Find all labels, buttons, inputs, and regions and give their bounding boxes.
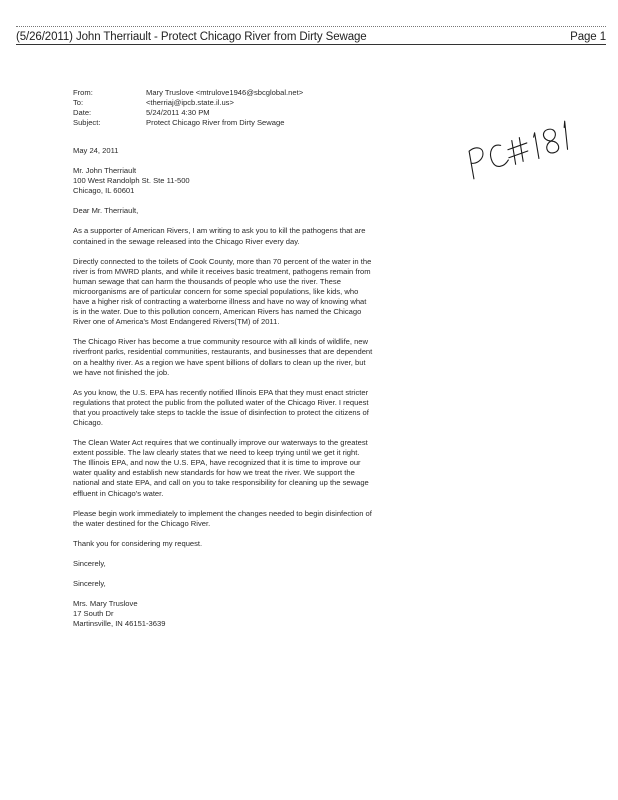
email-meta-label: Date: bbox=[73, 108, 92, 117]
signature-line: Mrs. Mary Truslove bbox=[73, 599, 138, 609]
email-meta bbox=[73, 88, 303, 128]
fax-header-page-number: Page 1 bbox=[570, 31, 606, 43]
letter-paragraph: As a supporter of American Rivers, I am writing to ask you to kill the pathogens that are contained in the sewage released into the Chicago River every day. bbox=[73, 226, 366, 246]
letter-paragraph: The Chicago River has become a true community resource with all kinds of wildlife, new riverfront parks, residential communities, restaurants, and businesses that are dependent on a healthy river. As a region we have spent billions of dollars to clean up the river, but we have not finished the job. bbox=[73, 337, 373, 377]
email-meta-label: To: bbox=[73, 98, 84, 107]
handwritten-pc-number bbox=[456, 109, 592, 188]
salutation: Dear Mr. Therriault, bbox=[73, 206, 139, 216]
address-line: 100 West Randolph St. Ste 11-500 bbox=[73, 176, 190, 186]
email-meta-value: 5/24/2011 4:30 PM bbox=[146, 108, 210, 117]
letter-paragraph: Thank you for considering my request. bbox=[73, 538, 203, 548]
recipient-address bbox=[73, 166, 373, 196]
email-meta-value: Mary Truslove <mtrulove1946@sbcglobal.net> bbox=[146, 88, 304, 97]
closing: Sincerely, bbox=[73, 579, 106, 588]
closing: Sincerely, bbox=[73, 558, 106, 568]
fax-header bbox=[16, 31, 606, 45]
fax-header-title: (5/26/2011) John Therriault - Protect Chicago River from Dirty Sewage bbox=[16, 31, 367, 43]
letter-paragraph: The Clean Water Act requires that we continually improve our waterways to the greatest extent possible. The law clearly states that we need to keep trying until we get it right. The Illinois EPA, and now the U.S. EPA, have recognized that it is time to improve our water quality and establish new standards for how we treat the river. We support the national and state EPA, and call on you to take responsibility for cleaning up the sewage effluent in Chicago's water. bbox=[73, 438, 369, 498]
email-meta-value: <therriaj@ipcb.state.il.us> bbox=[146, 98, 234, 107]
fax-header-rule bbox=[16, 44, 606, 45]
signature-line: Martinsville, IN 46151-3639 bbox=[73, 619, 166, 629]
signature-line: 17 South Dr bbox=[73, 609, 114, 619]
fax-top-dotted-line bbox=[16, 26, 606, 29]
handwritten-pc-number-drawing bbox=[456, 109, 592, 188]
email-meta-label: From: bbox=[73, 88, 93, 97]
letter-date: May 24, 2011 bbox=[73, 146, 119, 155]
email-meta-value: Protect Chicago River from Dirty Sewage bbox=[146, 118, 285, 127]
letter-paragraph: Please begin work immediately to implement the changes needed to begin disinfection of the water destined for the Chicago River. bbox=[73, 508, 372, 528]
letter-body bbox=[73, 146, 373, 629]
email-meta-date bbox=[73, 108, 303, 118]
address-line: Mr. John Therriault bbox=[73, 166, 137, 176]
email-meta-subject bbox=[73, 118, 303, 128]
letter-paragraph: As you know, the U.S. EPA has recently notified Illinois EPA that they must enact stricter regulations that protect the public from the polluted water of the Chicago River. I request that you proactively take steps to tackle the issue of disinfection to protect the citizens of Chicago. bbox=[73, 387, 369, 427]
sender-signature-block bbox=[73, 599, 373, 629]
email-meta-label: Subject: bbox=[73, 118, 101, 127]
letter-paragraph: Directly connected to the toilets of Cook County, more than 70 percent of the water in the river is from MWRD plants, and while it receives basic treatment, pathogens remain from human sewage that can harm the thousands of people who use the river. These microorganisms are of particular concern for some special populations, like kids, who have a higher risk of contracting a waterborne illness and have no way of knowing what is in the water. Due to this pollution concern, American Rivers has named the Chicago River one of America's Most Endangered Rivers(TM) of 2011. bbox=[73, 256, 372, 327]
email-meta-to bbox=[73, 98, 303, 108]
email-meta-from bbox=[73, 88, 303, 98]
address-line: Chicago, IL 60601 bbox=[73, 186, 135, 196]
